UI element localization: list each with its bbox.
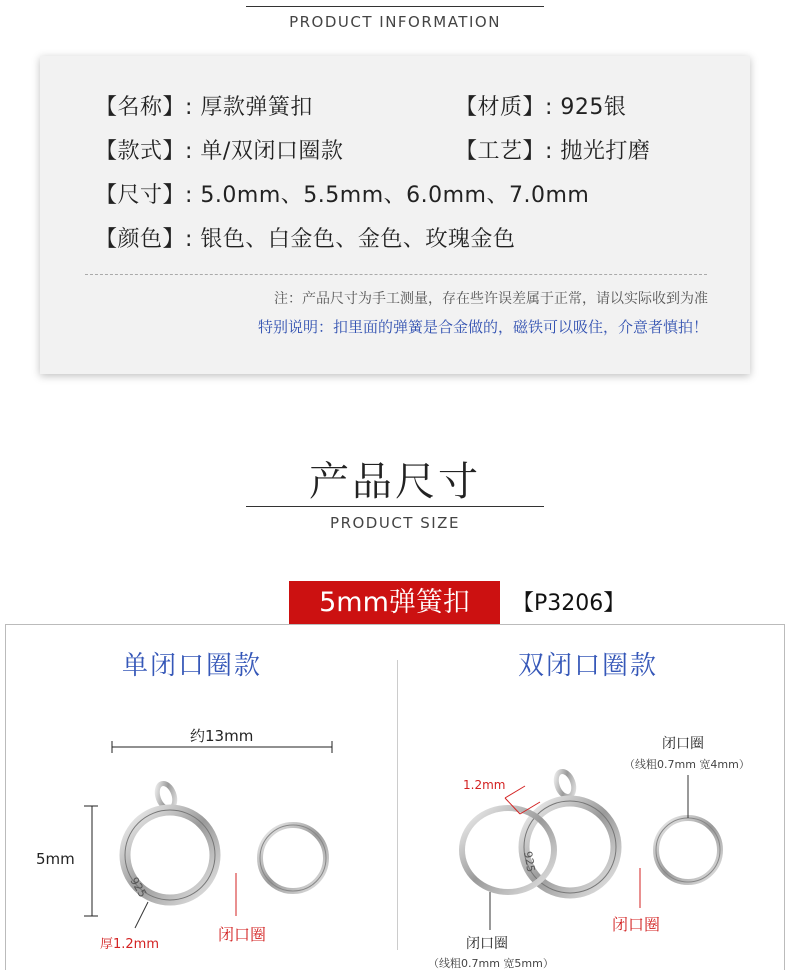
single-ring-label: 闭口圈 — [218, 925, 267, 944]
bottom-ring-label: 闭口圈 — [466, 936, 508, 952]
spec-material: 【材质】: 925银 — [455, 95, 627, 120]
spec-color: 【颜色】: 银色、白金色、金色、玫瑰金色 — [95, 227, 516, 252]
top-ring-detail: （线粗0.7mm 宽4mm） — [624, 758, 750, 771]
size-caption: PRODUCT SIZE — [330, 514, 460, 532]
top-rule — [246, 6, 544, 7]
size-rule — [246, 506, 544, 507]
spec-style: 【款式】: 单/双闭口圈款 — [95, 139, 344, 164]
width-dimension — [112, 741, 332, 753]
bottom-ring-detail: （线粗0.7mm 宽5mm） — [428, 957, 554, 970]
double-engraving: 925 — [521, 850, 538, 874]
top-ring-label: 闭口圈 — [662, 736, 704, 752]
double-thickness-label: 1.2mm — [463, 778, 506, 792]
spec-size: 【尺寸】: 5.0mm、5.5mm、6.0mm、7.0mm — [95, 183, 590, 208]
product-info-card — [40, 56, 750, 374]
info-caption: PRODUCT INFORMATION — [289, 13, 501, 31]
single-ring-title: 单闭口圈款 — [122, 651, 263, 681]
product-code: 【P3206】 — [512, 591, 626, 616]
single-clasp — [125, 781, 326, 900]
measurement-note: 注：产品尺寸为手工测量，存在些许误差属于正常，请以实际收到为准 — [274, 291, 708, 307]
product-label: 5mm弹簧扣 — [289, 581, 500, 625]
thickness-label: 厚1.2mm — [100, 937, 160, 952]
size-title: 产品尺寸 — [309, 459, 481, 505]
height-dimension — [84, 806, 98, 916]
width-label: 约13mm — [190, 727, 254, 745]
spec-name: 【名称】: 厚款弹簧扣 — [95, 95, 313, 120]
double-clasp — [462, 769, 720, 893]
special-note: 特别说明：扣里面的弹簧是合金做的，磁铁可以吸住，介意者慎拍！ — [257, 318, 708, 336]
single-engraving: 925 — [127, 875, 150, 900]
double-ring-title: 双闭口圈款 — [518, 651, 659, 681]
card-divider — [85, 274, 707, 275]
spec-craft: 【工艺】: 抛光打磨 — [455, 139, 651, 164]
clasp-illustrations — [0, 690, 790, 969]
red-ring-label: 闭口圈 — [612, 915, 661, 934]
height-label: 5mm — [36, 850, 75, 868]
